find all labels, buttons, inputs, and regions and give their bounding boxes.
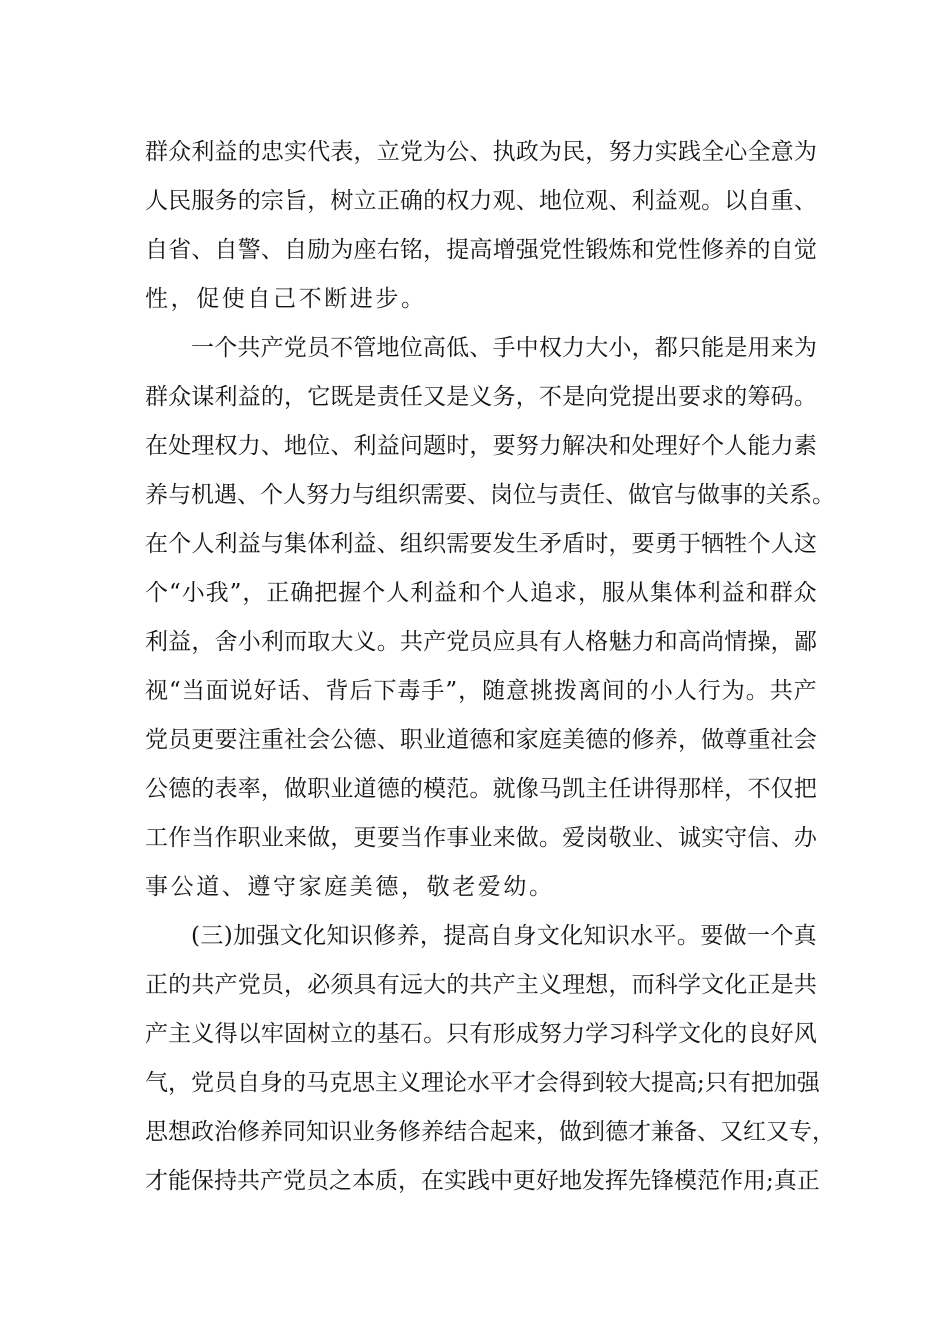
- text-line: 群 众 利 益 的 忠 实 代 表 ， 立 党 为 公 、 执 政 为 民 ， 努 力 实 践 全 心 全 意 为: [145, 139, 817, 165]
- text-line: 才 能 保 持 共 产 党 员 之 本 质 ， 在 实 践 中 更 好 地 发 挥 先 锋 模 范 作 用 ; 真 正: [145, 1168, 820, 1194]
- text-line: 公 德 的 表 率 ， 做 职 业 道 德 的 模 范 。 就 像 马 凯 主 任 讲 得 那 样 ， 不 仅 把: [145, 776, 817, 802]
- text-line: 在 个 人 利 益 与 集 体 利 益 、 组 织 需 要 发 生 矛 盾 时 ， 要 勇 于 牺 牲 个 人 这: [145, 531, 817, 557]
- text-line: 党 员 更 要 注 重 社 会 公 德 、 职 业 道 德 和 家 庭 美 德 的 修 养 ， 做 尊 重 社 会: [145, 727, 817, 753]
- text-line: 气 ， 党 员 自 身 的 马 克 思 主 义 理 论 水 平 才 会 得 到 较 大 提 高 ; 只 有 把 加 强: [145, 1070, 820, 1096]
- text-line: 一 个 共 产 党 员 不 管 地 位 高 低 、 手 中 权 力 大 小 ， 都 只 能 是 用 来 为: [191, 335, 817, 361]
- text-line: 利 益 ， 舍 小 利 而 取 大 义 。 共 产 党 员 应 具 有 人 格 魅 力 和 高 尚 情 操 ， 鄙: [145, 629, 817, 655]
- text-line: 思 想 政 治 修 养 同 知 识 业 务 修 养 结 合 起 来 ， 做 到 德 才 兼 备 、 又 红 又 专 ，: [145, 1119, 835, 1145]
- text-line: 在 处 理 权 力 、 地 位 、 利 益 问 题 时 ， 要 努 力 解 决 和 处 理 好 个 人 能 力 素: [145, 433, 817, 459]
- text-line: 个 “ 小 我 ” ， 正 确 把 握 个 人 利 益 和 个 人 追 求 ， 服 从 集 体 利 益 和 群 众: [145, 580, 817, 606]
- document-body: [145, 128, 835, 1206]
- text-line: 视 “ 当 面 说 好 话 、 背 后 下 毒 手 ” ， 随 意 挑 拨 离 间 的 小 人 行 为 。 共 产: [145, 678, 817, 704]
- text-line: 产 主 义 得 以 牢 固 树 立 的 基 石 。 只 有 形 成 努 力 学 习 科 学 文 化 的 良 好 风: [145, 1021, 817, 1047]
- text-line: 群 众 谋 利 益 的 ， 它 既 是 责 任 又 是 义 务 ， 不 是 向 党 提 出 要 求 的 筹 码 。: [145, 384, 817, 410]
- paragraph-3: [145, 912, 835, 1206]
- text-line: 工 作 当 作 职 业 来 做 ， 更 要 当 作 事 业 来 做 。 爱 岗 敬 业 、 诚 实 守 信 、 办: [145, 825, 817, 851]
- text-line: 人 民 服 务 的 宗 旨 ， 树 立 正 确 的 权 力 观 、 地 位 观 、 利 益 观 。 以 自 重 、: [145, 188, 817, 214]
- text-line: 事公道、遵守家庭美德，敬老爱幼。: [145, 874, 555, 900]
- paragraph-2: [145, 324, 835, 912]
- text-line: 自 省 、 自 警 、 自 励 为 座 右 铭 ， 提 高 增 强 党 性 锻 炼 和 党 性 修 养 的 自 觉: [145, 237, 817, 263]
- text-line: ( 三 ) 加 强 文 化 知 识 修 养 ， 提 高 自 身 文 化 知 识 水 平 。 要 做 一 个 真: [191, 923, 817, 949]
- text-line: 性，促使自己不断进步。: [145, 286, 427, 312]
- text-line: 正 的 共 产 党 员 ， 必 须 具 有 远 大 的 共 产 主 义 理 想 ， 而 科 学 文 化 正 是 共: [145, 972, 817, 998]
- paragraph-1: [145, 128, 817, 324]
- text-line: 养 与 机 遇 、 个 人 努 力 与 组 织 需 要 、 岗 位 与 责 任 、 做 官 与 做 事 的 关 系 。: [145, 482, 835, 508]
